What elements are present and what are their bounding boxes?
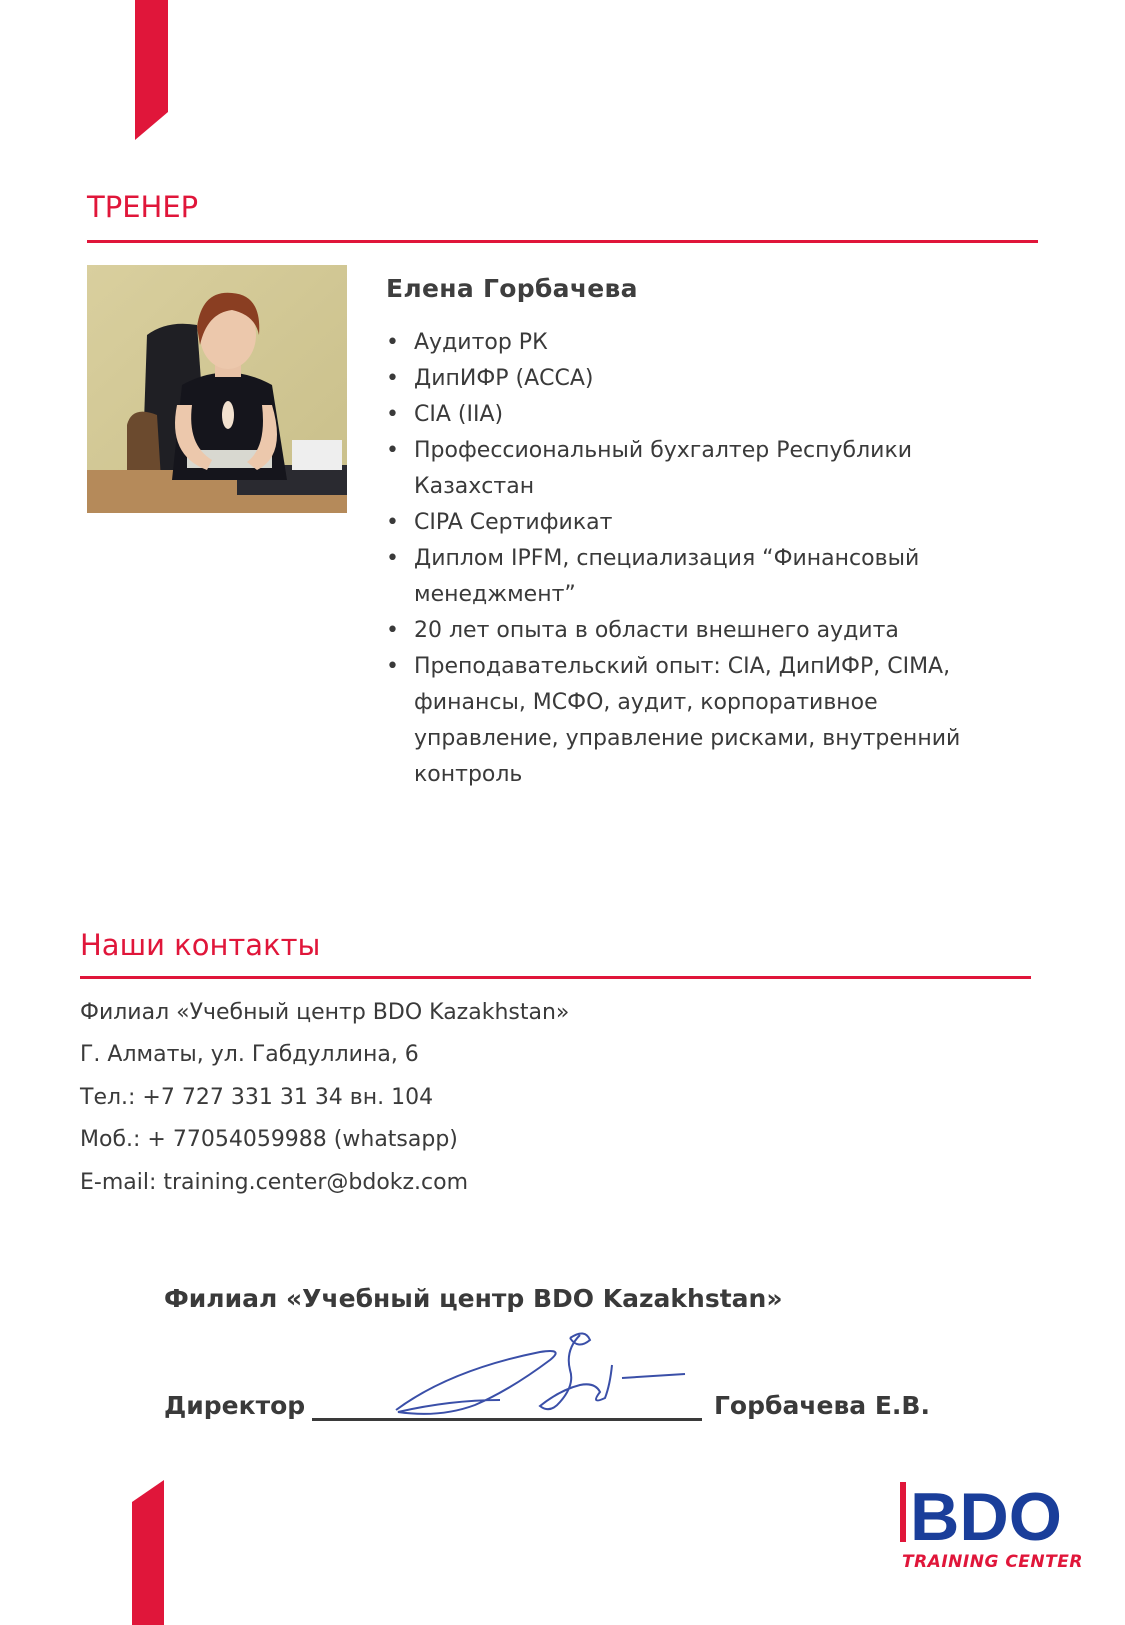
contact-email[interactable]: E-mail: training.center@bdokz.com [80,1170,469,1195]
trainer-photo [87,265,347,513]
contact-address: Г. Алматы, ул. Габдуллина, 6 [80,1042,419,1067]
qualification-item: • Профессиональный бухгалтер Республики Казахстан [386,433,1006,505]
bdo-logo-text: BDO [910,1480,1062,1555]
contacts-heading-rule [80,976,1031,979]
qualification-item: • CIA (IIA) [386,397,1006,433]
trainer-heading: ТРЕНЕР [87,190,199,224]
contacts-heading: Наши контакты [80,928,321,962]
handwritten-signature [390,1330,690,1420]
signature-role: Директор [164,1391,306,1420]
trainer-name: Елена Горбачева [386,274,638,303]
qualification-item: • Диплом IPFM, специализация “Финансовый менеджмент” [386,541,1006,613]
trainer-heading-rule [87,240,1038,243]
qualification-item: • CIPA Сертификат [386,505,1006,541]
bottom-red-accent-bar [132,1480,166,1625]
signature-organization: Филиал «Учебный центр BDO Kazakhstan» [164,1284,783,1313]
qualification-item: • 20 лет опыта в области внешнего аудита [386,613,1006,649]
qualifications-list [386,325,1006,793]
qualification-item: • Аудитор РК [386,325,1006,361]
qualification-item: • Преподавательский опыт: CIA, ДипИФР, CIMA, финансы, МСФО, аудит, корпоративное управление, управление рисками, внутренний контроль [386,649,1006,793]
top-red-accent-bar [135,0,169,142]
contact-mobile: Моб.: + 77054059988 (whatsapp) [80,1127,458,1152]
logo-subtitle: TRAINING CENTER [902,1552,1083,1572]
signer-name: Горбачева Е.В. [714,1391,930,1420]
contact-phone: Тел.: +7 727 331 31 34 вн. 104 [80,1085,434,1110]
qualification-item: • ДипИФР (АССА) [386,361,1006,397]
contact-organization: Филиал «Учебный центр BDO Kazakhstan» [80,1000,570,1025]
